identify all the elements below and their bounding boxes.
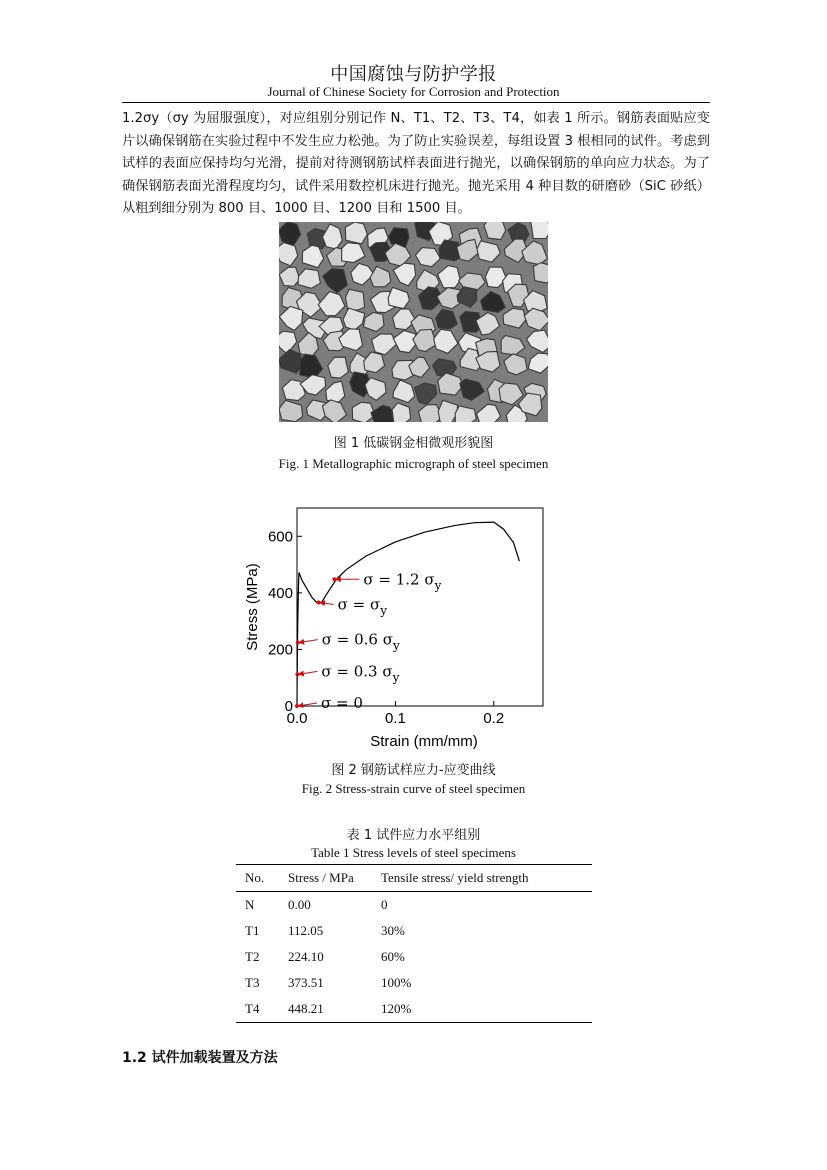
figure2-caption-cn: 图 2 钢筋试样应力-应变曲线 (331, 763, 496, 778)
table-cell: 112.05 (288, 923, 324, 938)
table-row (236, 918, 592, 944)
table-header-cell: Tensile stress/ yield strength (381, 870, 529, 885)
section-heading: 1.2 试件加载装置及方法 (122, 1050, 278, 1066)
y-axis-label: Stress (MPa) (244, 563, 261, 651)
y-tick-label: 200 (267, 641, 293, 659)
annotation-point (317, 600, 321, 604)
table-cell: 0.00 (288, 897, 311, 912)
table-cell: 373.51 (288, 975, 324, 990)
y-tick-label: 400 (267, 584, 293, 602)
y-tick-label: 0 (284, 698, 293, 715)
annotation-label: σ = 0.3 $\sigma_y$ (321, 662, 400, 685)
ferrite-grain (533, 263, 548, 283)
table-cell: N (245, 897, 255, 912)
chart-canvas (240, 500, 560, 755)
table-cell: 30% (381, 923, 405, 938)
annotation-point (296, 641, 300, 645)
table-cell: T1 (245, 923, 260, 938)
ferrite-grain (345, 222, 367, 244)
ferrite-grain (484, 222, 506, 240)
stress-levels-table (236, 864, 592, 1023)
table-cell: T2 (245, 949, 260, 964)
ferrite-grain (531, 222, 548, 239)
paragraph-text: 1.2σy（σy 为屈服强度），对应组别分别记作 N、T1、T2、T3、T4，如表 1 所示。钢筋表面贴应变片以确保钢筋在实验过程中不发生应力松弛。为了防止实验误差，每组设置 3 根相同的试件。考虑到试样的表面应保持均匀光滑，提前对待测钢筋试样表面进行抛光，以确保钢筋的单向应力状态。为了确保钢筋表面光滑程度均匀，试件采用数控机床进行抛光。抛光采用 4 种目数的研磨砂（SiC 砂纸）从粗到细分别为 800 目、1000 目、1200 目和 1500 目。 (122, 111, 710, 216)
y-tick-label: 600 (267, 528, 293, 546)
table-cell: 100% (381, 975, 412, 990)
table-cell: T3 (245, 975, 260, 990)
figure2-caption-en: Fig. 2 Stress-strain curve of steel specimen (301, 781, 526, 796)
x-axis-label: Strain (mm/mm) (370, 733, 478, 750)
stress-strain-chart (240, 500, 560, 755)
annotation-arrow (320, 602, 334, 604)
figure1-caption-en: Fig. 1 Metallographic micrograph of steel specimen (278, 456, 549, 471)
ferrite-grain (346, 289, 365, 310)
body-paragraph (122, 108, 710, 221)
x-tick-label: 0.1 (384, 710, 406, 727)
table-row (236, 892, 592, 919)
annotation-arrow (299, 640, 318, 643)
table-cell: 224.10 (288, 949, 324, 964)
table-cell: 60% (381, 949, 405, 964)
table-cell: 120% (381, 1001, 412, 1016)
table-cell: 448.21 (288, 1001, 324, 1016)
table-header-cell: No. (245, 870, 265, 885)
x-tick-label: 0.2 (483, 710, 505, 727)
journal-title-en: Journal of Chinese Society for Corrosion and Protection (267, 84, 560, 99)
journal-title-cn: 中国腐蚀与防护学报 (330, 64, 497, 85)
annotation-point (295, 672, 299, 676)
figure1-caption-cn: 图 1 低碳钢金相微观形貌图 (333, 436, 494, 451)
x-tick-label: 0.0 (286, 710, 308, 727)
annotation-arrow (298, 671, 317, 674)
table-header-cell: Stress / MPa (288, 870, 354, 885)
table-header-row (236, 865, 592, 892)
table-row (236, 970, 592, 996)
table-cell: 0 (381, 897, 388, 912)
table-row (236, 996, 592, 1023)
micrograph-grains (279, 222, 548, 422)
ferrite-grain (455, 406, 476, 422)
table1-caption-en: Table 1 Stress levels of steel specimens (311, 845, 516, 860)
annotation-label: σ = 1.2 $\sigma_y$ (363, 570, 442, 593)
table-row (236, 944, 592, 970)
header-rule (122, 102, 710, 103)
table-cell: T4 (245, 1001, 260, 1016)
annotation-label: $\sigma = \sigma_y$ (337, 595, 388, 618)
annotation-label: σ = 0 (321, 694, 363, 712)
annotation-label: σ = 0.6 $\sigma_y$ (321, 630, 400, 653)
annotation-point (295, 704, 299, 708)
micrograph-image (279, 222, 548, 422)
table1-caption-cn: 表 1 试件应力水平组别 (346, 828, 481, 843)
annotation-point (332, 577, 336, 581)
